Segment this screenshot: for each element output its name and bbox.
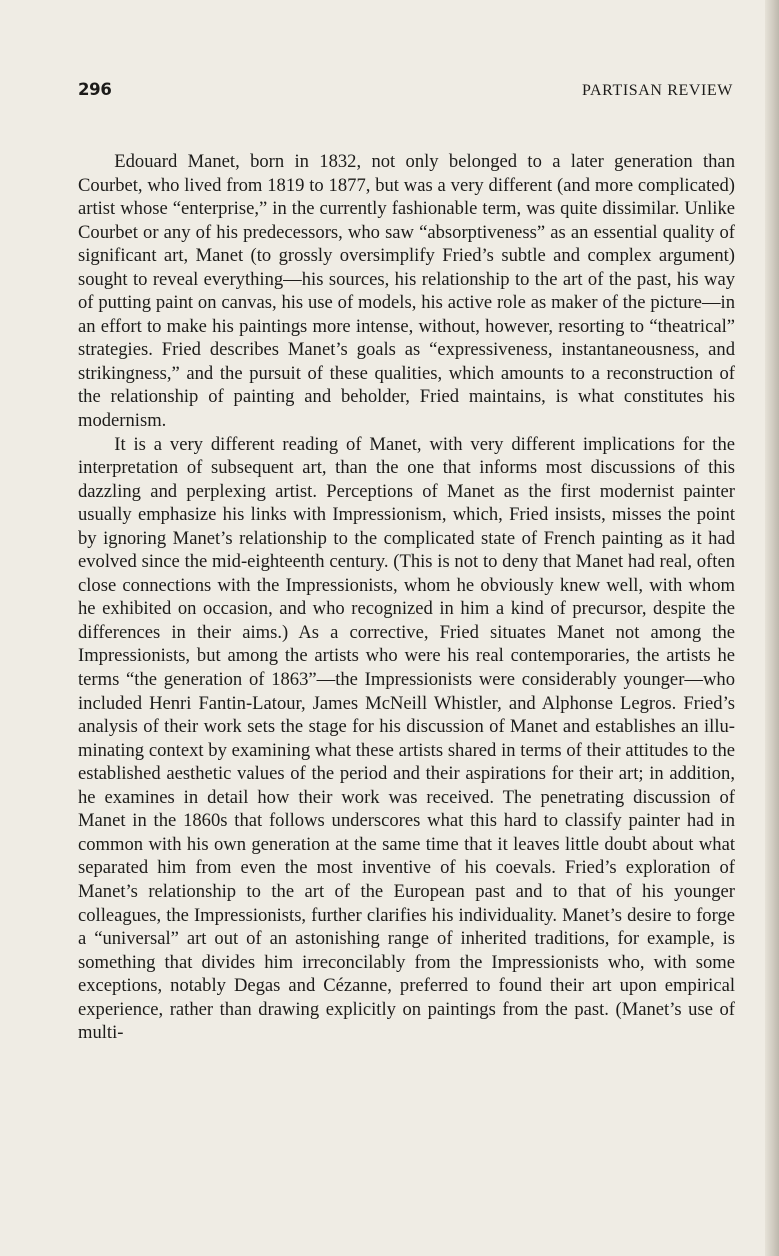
- article-body: [78, 150, 735, 1045]
- page-edge-shadow: [765, 0, 779, 1256]
- paragraph: It is a very different reading of Manet, with very different implications for the interpretation of subsequent art, than the one that informs most discussions of this dazzling and perplexing artist. Perceptions of Manet as the first modernist painter usually emphasize his links with Impressionism, which, Fried insists, misses the point by ignoring Manet’s relationship to the complicated state of French painting as it had evolved since the mid-eighteenth century. (This is not to deny that Manet had real, often close connections with the Impressionists, whom he obviously knew well, with whom he exhibited on occasion, and who recognized in him a kind of precursor, despite the differences in their aims.) As a corrective, Fried situates Manet not among the Impressionists, but among the artists who were his real contemporaries, the artists he terms “the generation of 1863”—the Impressionists were considerably younger—who included Henri Fantin-Latour, James McNeill Whistler, and Alphonse Legros. Fried’s analysis of their work sets the stage for his discussion of Manet and establishes an illuminating context by examining what these artists shared in terms of their attitudes to the established aesthetic values of the period and their aspirations for their art; in addition, he examines in detail how their work was received. The penetrating discussion of Manet in the 1860s that follows underscores what this hard to classify painter had in common with his own generation at the same time that it leaves little doubt about what separated him from even the most inventive of his coevals. Fried’s exploration of Manet’s relationship to the art of the European past and to that of his younger colleagues, the Impressionists, further clarifies his individuality. Manet’s desire to forge a “universal” art out of an astonishing range of inherited traditions, for example, is something that divides him irreconcilably from the Impressionists who, with some exceptions, notably Degas and Cézanne, preferred to found their art upon empirical experience, rather than drawing explicitly on paintings from the past. (Manet’s use of multi-: [78, 433, 735, 1044]
- paragraph: Edouard Manet, born in 1832, not only belonged to a later generation than Courbet, who lived from 1819 to 1877, but was a very different (and more complicated) artist whose “enterprise,” in the currently fashionable term, was quite dissimilar. Unlike Courbet or any of his predecessors, who saw “absorptiveness” as an essential quality of significant art, Manet (to grossly oversimplify Fried’s subtle and complex argument) sought to reveal everything—his sources, his relationship to the art of the past, his way of putting paint on canvas, his use of models, his active role as maker of the picture—in an effort to make his paintings more intense, without, however, resorting to “theatrical” strategies. Fried describes Manet’s goals as “expressiveness, instantaneousness, and strikingness,” and the pursuit of these qualities, which amounts to a reconstruction of the relationship of painting and beholder, Fried maintains, is what constitutes his modernism.: [78, 151, 735, 432]
- running-head: PARTISAN REVIEW: [581, 82, 733, 99]
- page-number: 296: [78, 80, 112, 99]
- page-header: [78, 80, 733, 104]
